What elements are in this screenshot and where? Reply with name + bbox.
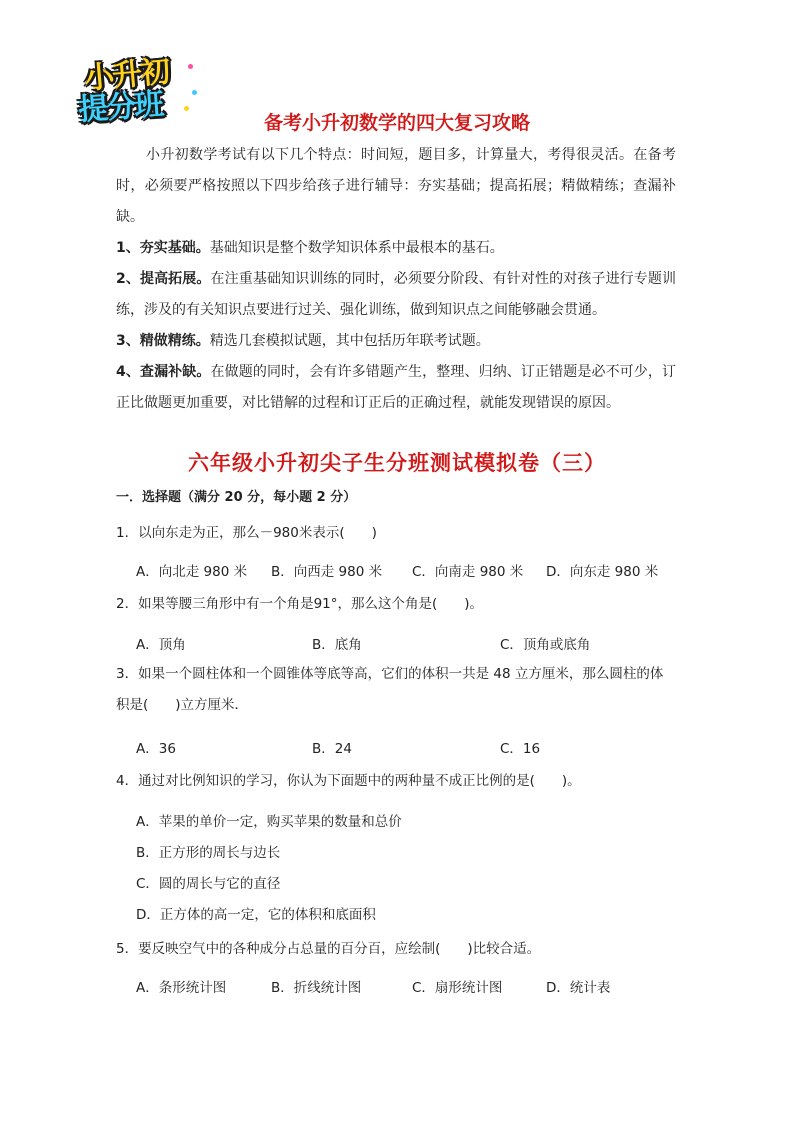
option: B．底角 (312, 637, 362, 653)
option: C．顶角或底角 (500, 637, 591, 653)
option: C．向南走 980 米 (412, 564, 524, 580)
option: C．圆的周长与它的直径 (136, 876, 281, 892)
strategy-item (116, 264, 676, 326)
option: A．36 (136, 741, 176, 757)
option: D．统计表 (546, 980, 611, 996)
strategy-item-text: 在注重基础知识训练的同时，必须要分阶段、有针对性的对孩子进行专题训练，涉及的有关知识点要进行过关、强化训练，做到知识点之间能够融会贯通。 (116, 271, 677, 318)
option: C．16 (500, 741, 541, 757)
strategy-item (116, 233, 676, 264)
question-options (136, 737, 696, 757)
strategy-title: 备考小升初数学的四大复习攻略 (263, 112, 530, 134)
option: B．24 (312, 741, 352, 757)
option: A．苹果的单价一定，购买苹果的数量和总价 (136, 814, 402, 830)
option: A．顶角 (136, 637, 186, 653)
option: B．向西走 980 米 (271, 564, 383, 580)
sparkle-icon (192, 90, 197, 95)
strategy-item (116, 357, 676, 419)
strategy-item-head: 2、提高拓展。 (116, 271, 211, 287)
strategy-item-text: 精选几套模拟试题，其中包括历年联考试题。 (209, 333, 490, 349)
logo-text-line1: 小升初 (82, 54, 170, 97)
intro-paragraph: 小升初数学考试有以下几个特点：时间短，题目多，计算量大，考得很灵活。在备考时，必须要严格按照以下四步给孩子进行辅导：夯实基础；提高拓展；精做精练；查漏补缺。 (116, 147, 676, 225)
question-stem: 1．以向东走为正，那么－980米表示( ) (116, 525, 377, 541)
question-stem: 3．如果一个圆柱体和一个圆锥体等底等高，它们的体积一共是 48 立方厘米，那么圆柱的体积是( )立方厘米． (116, 666, 664, 713)
strategy-item-text: 基础知识是整个数学知识体系中最根本的基石。 (209, 240, 504, 256)
question-stem: 4．通过对比例知识的学习，你认为下面题中的两种量不成正比例的是( )。 (116, 773, 581, 789)
option: D．向东走 980 米 (546, 564, 659, 580)
option: A．条形统计图 (136, 980, 227, 996)
option: D．正方体的高一定，它的体积和底面积 (136, 907, 376, 923)
question-options (136, 976, 696, 996)
strategy-item-head: 1、夯实基础。 (116, 240, 210, 256)
section-heading: 一．选择题（满分 20 分，每小题 2 分） (116, 490, 357, 505)
question-stem: 5．要反映空气中的各种成分占总量的百分百，应绘制( )比较合适。 (116, 941, 541, 957)
question-options (136, 560, 696, 580)
question-stem: 2．如果等腰三角形中有一个角是91°，那么这个角是( )。 (116, 596, 484, 612)
strategy-item-text: 在做题的同时，会有许多错题产生，整理、归纳、订正错题是必不可少，订正比做题更加重要，对比错解的过程和订正后的正确过程，就能发现错误的原因。 (116, 364, 677, 411)
strategy-item-head: 3、精做精练。 (116, 333, 210, 349)
option: C．扇形统计图 (412, 980, 503, 996)
option: B．正方形的周长与边长 (136, 845, 281, 861)
sparkle-icon (188, 64, 193, 69)
logo-text-line2: 提分班 (77, 87, 164, 128)
option: A．向北走 980 米 (136, 564, 248, 580)
strategy-item (116, 326, 676, 357)
exam-title: 六年级小升初尖子生分班测试模拟卷（三） (188, 451, 606, 475)
strategy-item-head: 4、查漏补缺。 (116, 364, 211, 380)
question-options (136, 633, 696, 653)
option: B．折线统计图 (271, 980, 362, 996)
